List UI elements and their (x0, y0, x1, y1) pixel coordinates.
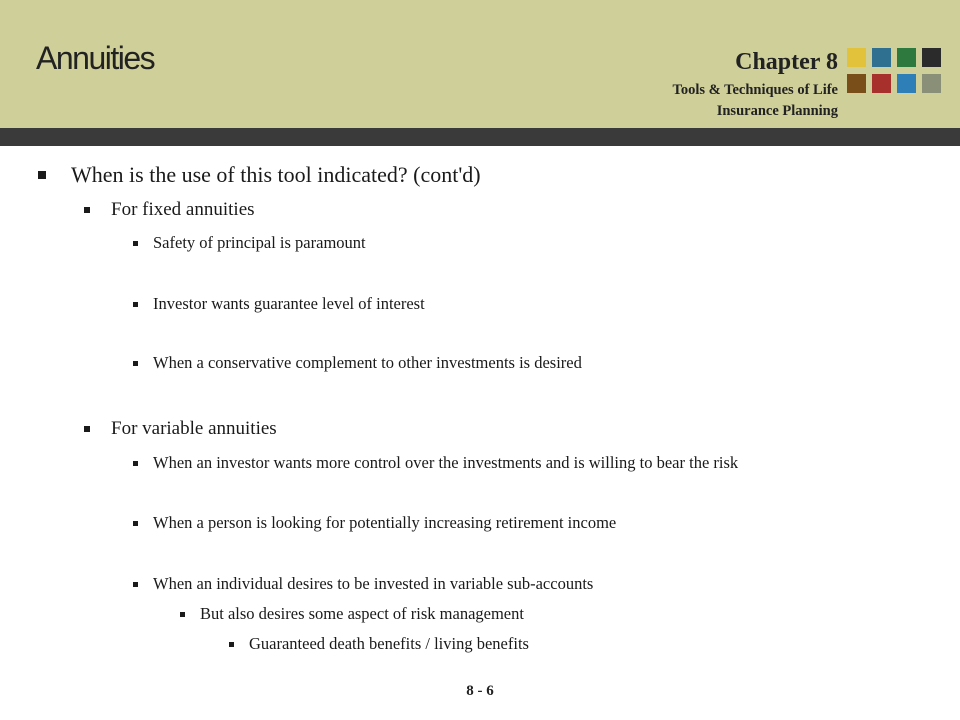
square-bullet-icon (84, 207, 90, 213)
bullet-variable-subsubitem (229, 634, 529, 654)
bullet-text: Guaranteed death benefits / living benefits (249, 634, 529, 653)
square-bullet-icon (133, 461, 138, 466)
bullet-text: Safety of principal is paramount (153, 233, 366, 252)
bullet-fixed-item (133, 233, 366, 253)
bullet-text: Investor wants guarantee level of interest (153, 294, 425, 313)
bullet-variable-item (133, 574, 593, 594)
bullet-fixed-item (133, 294, 425, 314)
bullet-variable-subitem (180, 604, 524, 624)
page-number: 8 - 6 (466, 683, 494, 699)
bullet-variable-heading (84, 418, 277, 440)
bullet-main (38, 162, 481, 188)
bullet-variable-item (133, 453, 738, 473)
subtitle-line-2: Insurance Planning (716, 103, 838, 119)
slide-title: Annuities (36, 40, 155, 76)
square-bullet-icon (133, 521, 138, 526)
bullet-text: When an individual desires to be invested in variable sub-accounts (153, 574, 594, 593)
bullet-text: But also desires some aspect of risk management (200, 604, 524, 623)
bullet-text: When a person is looking for potentially increasing retirement income (153, 513, 617, 532)
bullet-text: For fixed annuities (111, 199, 255, 220)
square-bullet-icon (38, 171, 46, 179)
bullet-fixed-item (133, 353, 582, 373)
square-bullet-icon (133, 361, 138, 366)
bullet-fixed-heading (84, 199, 255, 221)
chapter-label: Chapter 8 (735, 49, 838, 75)
square-bullet-icon (133, 241, 138, 246)
square-bullet-icon (133, 302, 138, 307)
subtitle-line-1: Tools & Techniques of Life (672, 82, 838, 98)
square-bullet-icon (229, 642, 234, 647)
bullet-text: For variable annuities (111, 418, 277, 439)
bullet-text: When an investor wants more control over the investments and is willing to bear the risk (153, 453, 739, 472)
square-bullet-icon (84, 426, 90, 432)
square-bullet-icon (180, 612, 185, 617)
square-bullet-icon (133, 582, 138, 587)
bullet-variable-item (133, 513, 616, 533)
bullet-text: When a conservative complement to other investments is desired (153, 353, 582, 372)
bullet-text: When is the use of this tool indicated? (cont'd) (71, 162, 481, 187)
